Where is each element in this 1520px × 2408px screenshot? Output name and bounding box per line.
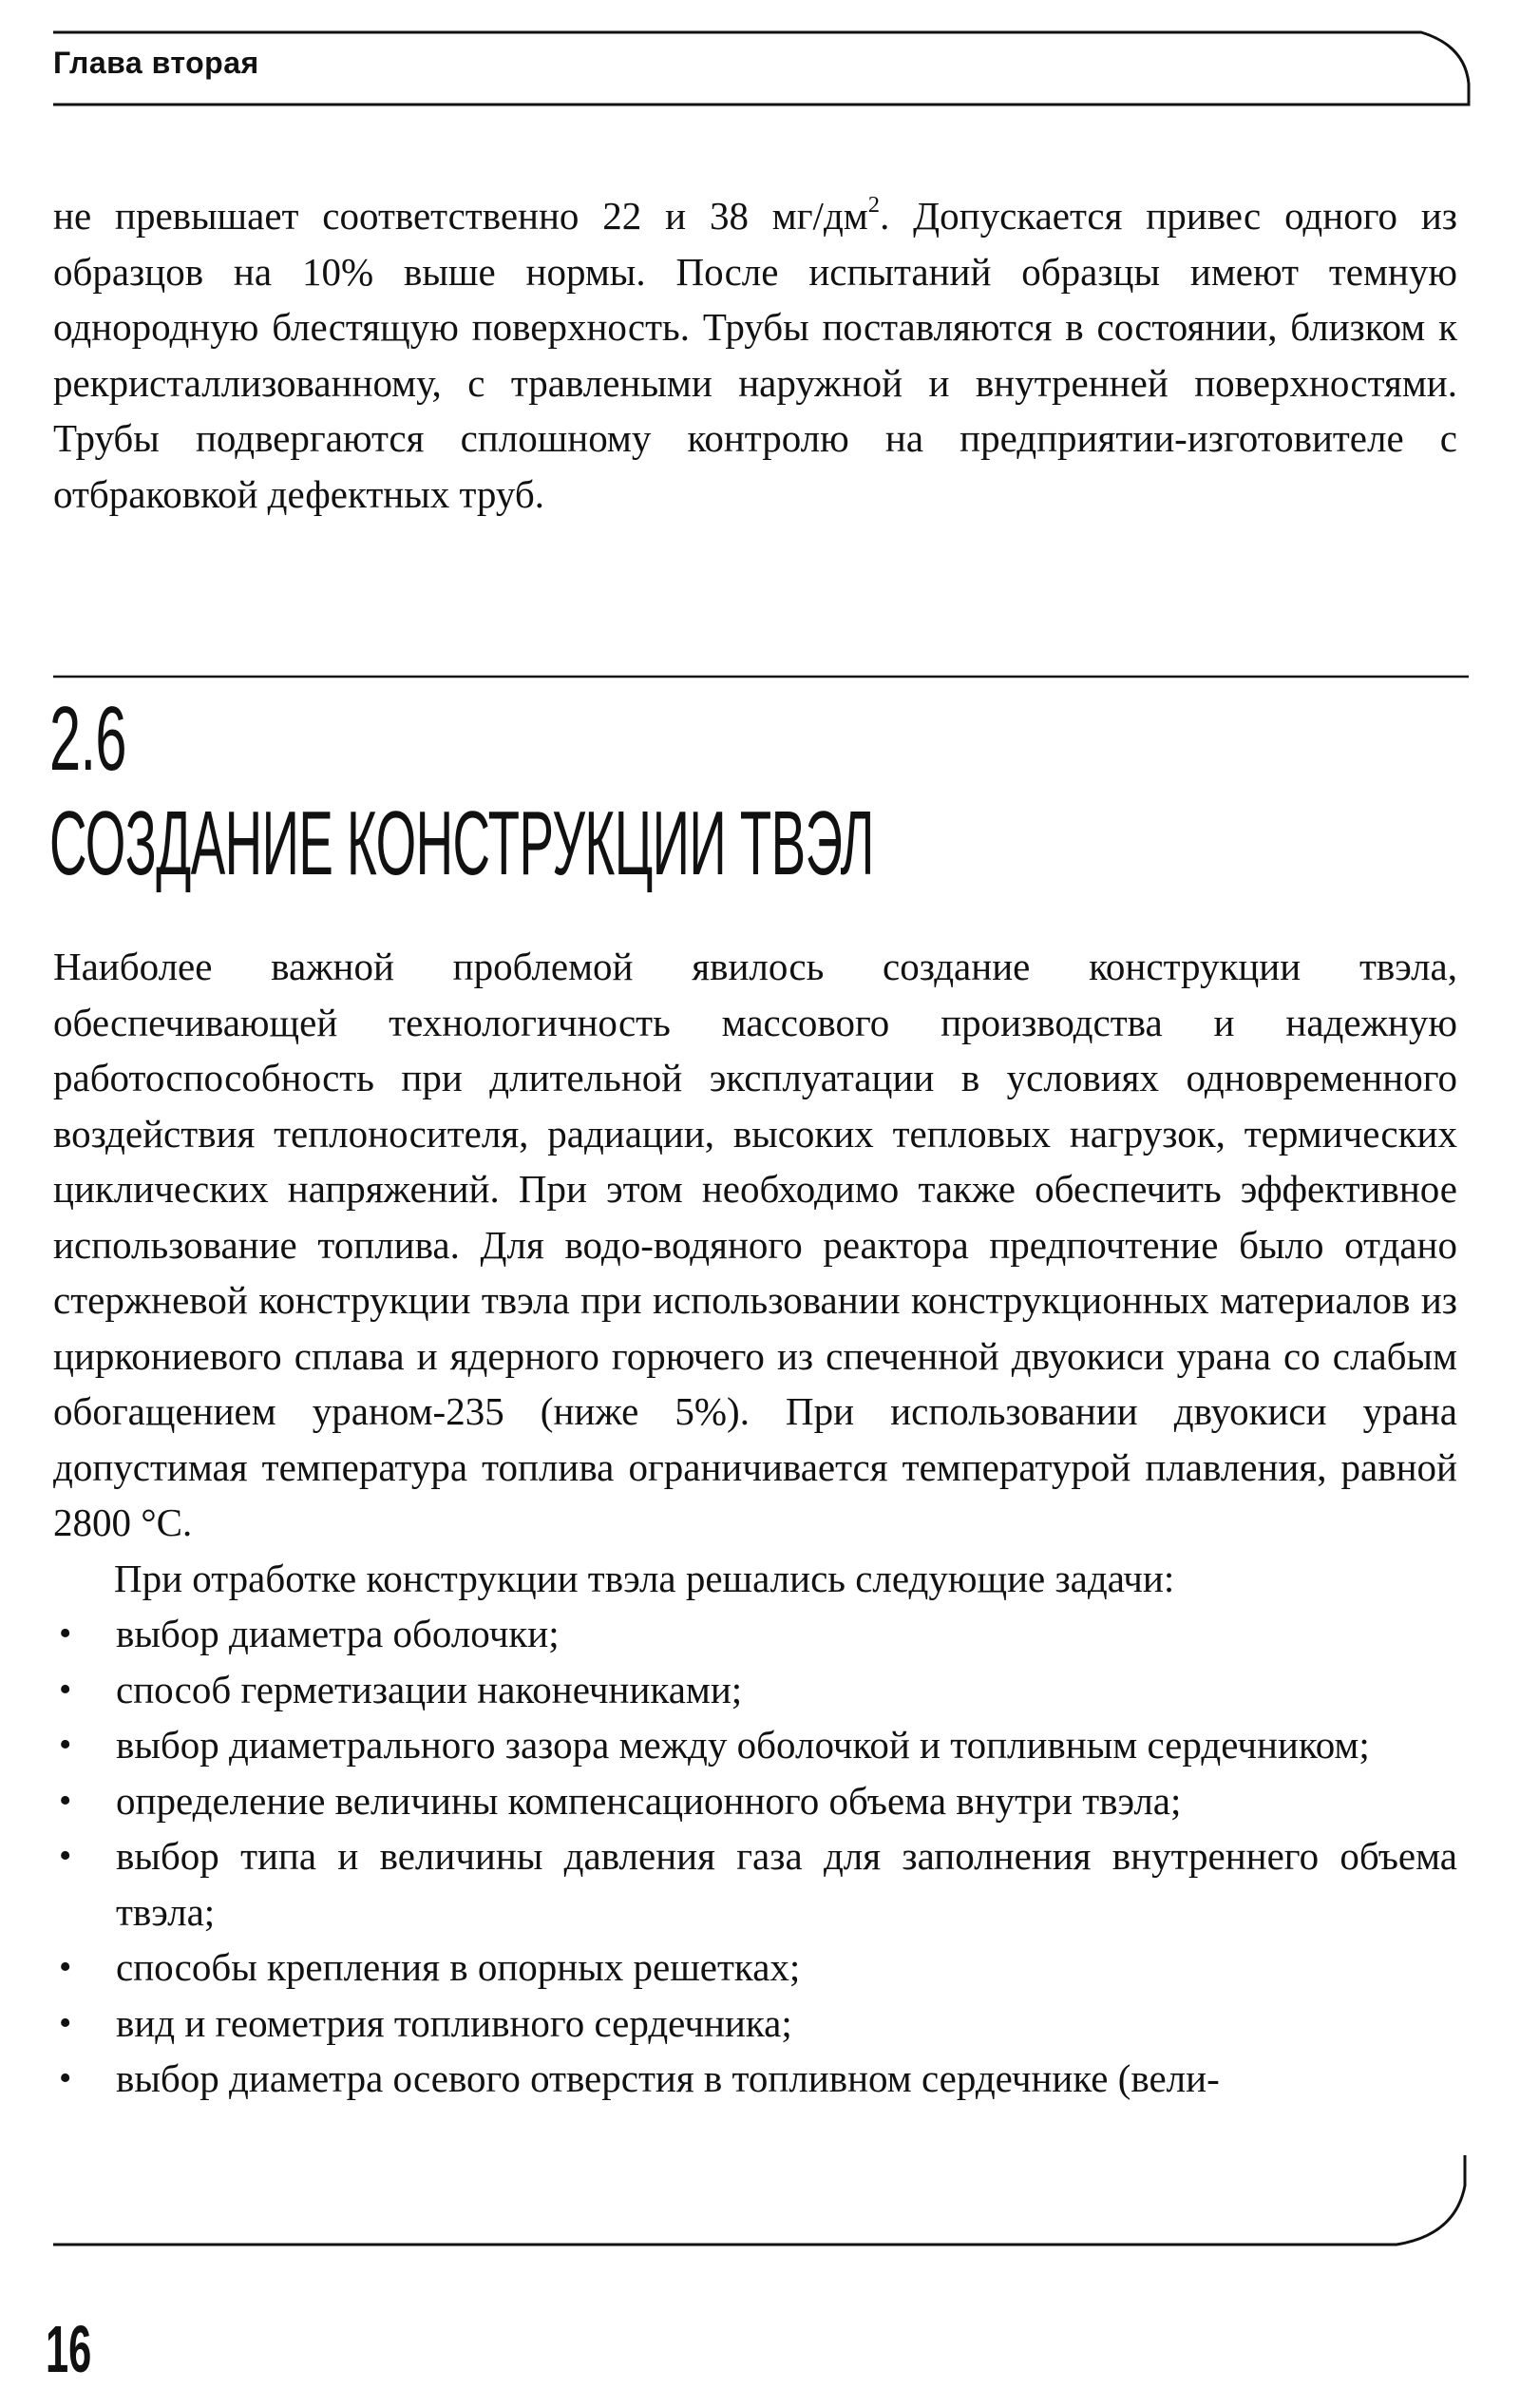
superscript-2: 2 (867, 191, 881, 218)
header-rule (53, 32, 1469, 105)
section-number: 2.6 (49, 688, 126, 790)
list-item (53, 2051, 1457, 2107)
main-paragraph: Наиболее важной проблемой явилось создание конструкции твэла, обеспечивающей технологичность массового производства и надежную работоспособность при длительной эксплуатации в условиях одновременного воздействия теплоносителя, радиации, высоких тепловых нагрузок, термических циклических напряжений. При этом необходимо также обеспечить эффективное использование топлива. Для водо-водяного реактора предпочтение было отдано стержневой конструкции твэла при использовании конструкционных материалов из циркониевого сплава и ядерного горючего из спеченной двуокиси урана со слабым обогащением ураном-235 (ниже 5%). При использовании двуокиси урана допустимая температура топлива ограничивается температурой плавления, равной 2800 °С. (53, 945, 1457, 1544)
intro-text-end: . Допускается привес одного из образцов на 10% выше нормы. После испытаний образцы имеют темную однородную блестящую поверхность. Трубы поставляются в состоянии, близком к рекристаллизованному, с травлеными наружной и внутренней поверхностями. Трубы подвергаются сплошному контролю на предприятии-изготовителе с отбраковкой дефектных труб. (53, 194, 1458, 516)
bullet-icon: • (59, 2058, 72, 2098)
bullet-icon: • (59, 1780, 72, 1821)
bullet-icon: • (59, 1725, 72, 1765)
list-item (53, 1828, 1457, 1940)
main-body (53, 939, 1457, 2107)
list-item-text: выбор диаметра осевого отверстия в топливном сердечнике (вели- (116, 2056, 1220, 2100)
list-item (53, 1940, 1457, 1996)
list-item-text: выбор диаметрального зазора между оболочкой и топливным сердечником; (116, 1723, 1370, 1767)
list-item-text: выбор типа и величины давления газа для заполнения внутреннего объема твэла; (116, 1834, 1457, 1934)
bullet-icon: • (59, 1947, 72, 1987)
bullet-icon: • (59, 1836, 72, 1876)
list-item (53, 1996, 1457, 2052)
bullet-icon: • (59, 1669, 72, 1710)
bullet-icon: • (59, 1614, 72, 1653)
list-item (53, 1606, 1457, 1662)
tasks-list (53, 1606, 1457, 2107)
footer-rule (53, 2155, 1465, 2245)
bullet-icon: • (59, 2002, 72, 2043)
list-item (53, 1773, 1457, 1829)
running-head: Глава вторая (53, 46, 259, 80)
list-item (53, 1717, 1457, 1773)
list-item-text: способы крепления в опорных решетках; (116, 1945, 801, 1989)
list-item-text: вид и геометрия топливного сердечника; (116, 2000, 792, 2045)
list-item-text: выбор диаметра оболочки; (116, 1612, 560, 1655)
page-number: 16 (46, 2312, 92, 2386)
list-item (53, 1662, 1457, 1718)
tasks-intro: При отработке конструкции твэла решались следующие задачи: (114, 1556, 1175, 1600)
intro-text-start: не превышает соответственно 22 и 38 мг/дм (53, 194, 868, 238)
section-title: СОЗДАНИЕ КОНСТРУКЦИИ ТВЭЛ (49, 793, 874, 894)
list-item-text: способ герметизации наконечниками; (116, 1667, 743, 1711)
list-item-text: определение величины компенсационного объема внутри твэла; (116, 1778, 1182, 1823)
intro-paragraph (53, 188, 1457, 522)
